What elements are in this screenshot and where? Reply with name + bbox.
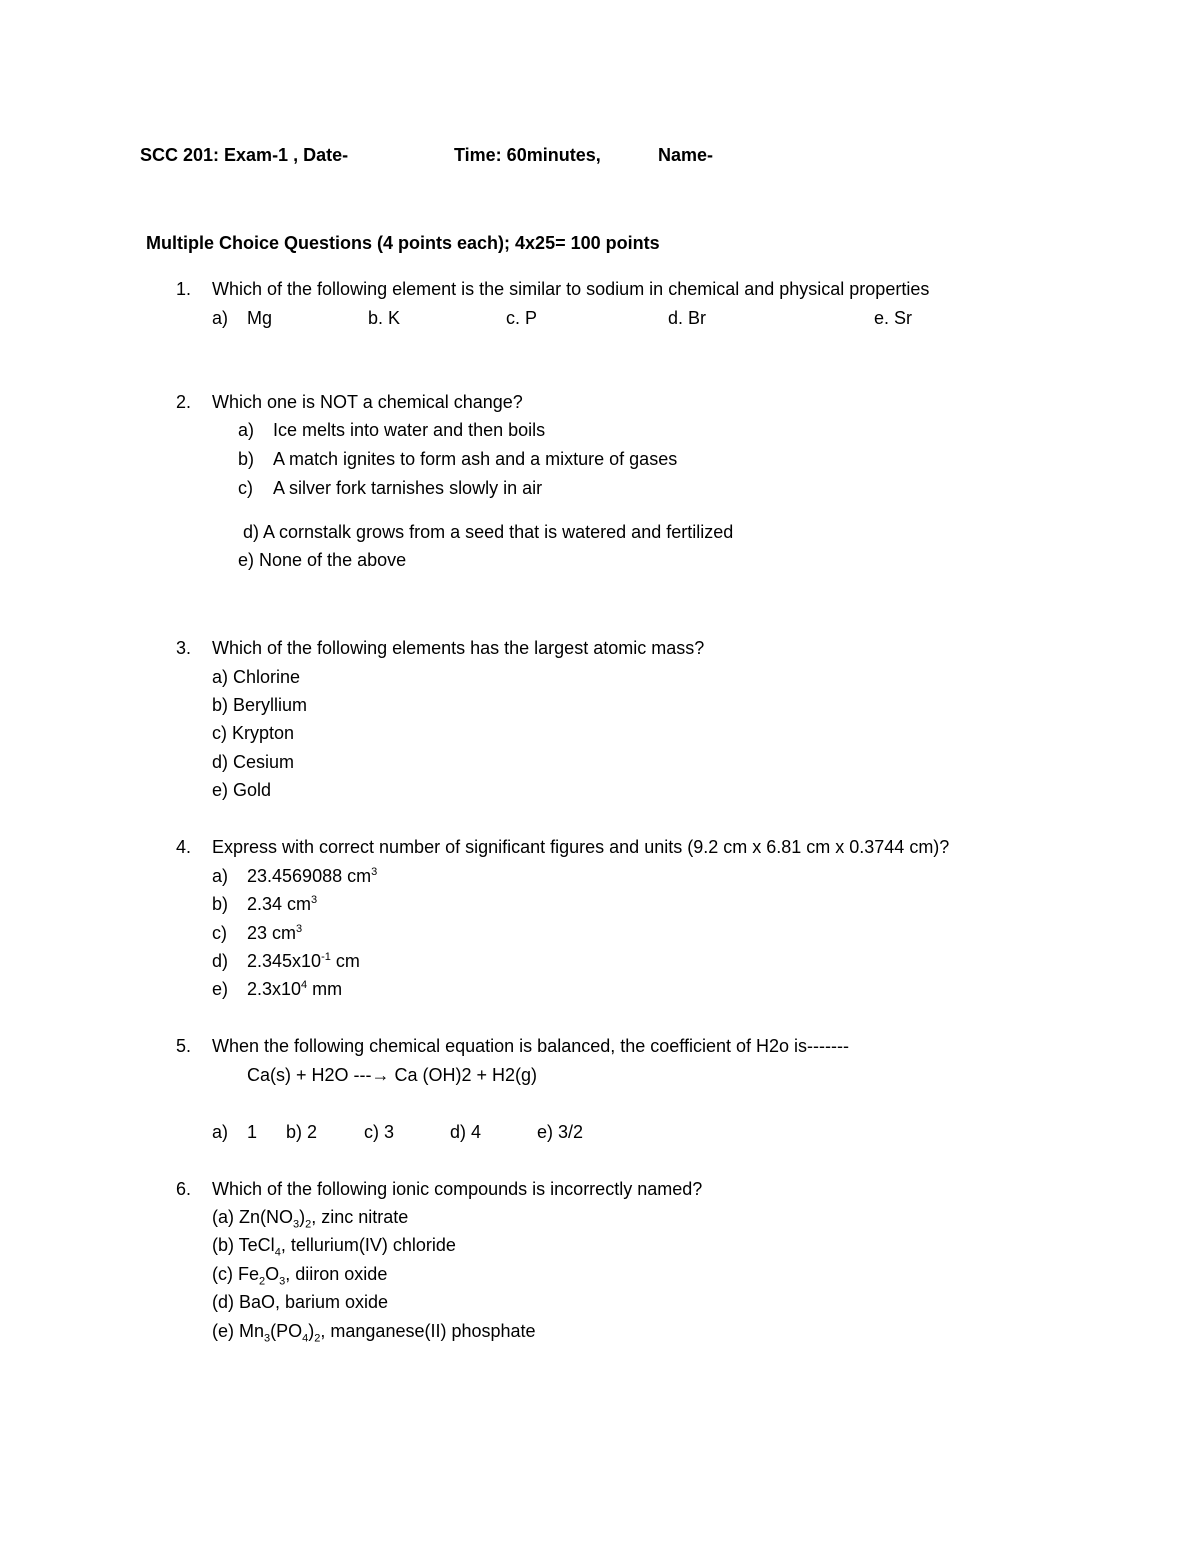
q4-option-b-marker: b)	[212, 894, 229, 914]
q5-option-c: c) 3	[364, 1122, 395, 1142]
q3-option-a: a) Chlorine	[212, 667, 301, 687]
q5-equation: Ca(s) + H2O ---→ Ca (OH)2 + H2(g)	[247, 1065, 538, 1085]
q6-text: Which of the following ionic compounds is incorrectly named?	[212, 1179, 703, 1199]
q6-number: 6.	[176, 1179, 192, 1199]
q4-number: 4.	[176, 837, 192, 857]
q1-option-d: d. Br	[668, 308, 707, 328]
q6-option-c: (c) $Fe_2O_3$, diiron oxide	[212, 1264, 388, 1288]
q5-option-b: b) 2	[286, 1122, 318, 1142]
q3-number: 3.	[176, 638, 192, 658]
q3-option-e: e) Gold	[212, 780, 272, 800]
q1-option-a-marker: a)	[212, 308, 229, 328]
q5-option-a: 1	[247, 1122, 258, 1142]
q4-option-c-marker: c)	[212, 923, 227, 943]
q1-option-e: e. Sr	[874, 308, 913, 328]
q6-option-a: (a) $Zn(NO_3)_2$, zinc nitrate	[212, 1207, 409, 1231]
q2-option-a: Ice melts into water and then boils	[273, 420, 546, 440]
q5-option-d: d) 4	[450, 1122, 482, 1142]
q1-option-b: b. K	[368, 308, 401, 328]
q2-option-a-marker: a)	[238, 420, 255, 440]
q4-option-a-marker: a)	[212, 866, 229, 886]
q1-number: 1.	[176, 279, 192, 299]
q2-option-c-marker: c)	[238, 478, 253, 498]
section-title: Multiple Choice Questions (4 points each); 4x25= 100 points	[146, 233, 660, 253]
q4-option-d: $2.345x10^{-1}$ cm	[247, 951, 360, 971]
q3-option-c: c) Krypton	[212, 723, 295, 743]
name-header: Name-	[658, 145, 714, 165]
course-header: SCC 201: Exam-1 , Date-	[140, 145, 349, 165]
q4-option-a: 23.4569088 $cm^3$	[247, 866, 378, 886]
q5-option-e: e) 3/2	[537, 1122, 584, 1142]
q1-option-c: c. P	[506, 308, 538, 328]
q6-option-b: (b) TeCl$_4$, tellurium(IV) chloride	[212, 1235, 456, 1259]
q4-option-e-marker: e)	[212, 979, 229, 999]
q3-option-b: b) Beryllium	[212, 695, 308, 715]
q2-text: Which one is NOT a chemical change?	[212, 392, 523, 412]
q3-text: Which of the following elements has the largest atomic mass?	[212, 638, 705, 658]
q2-option-c: A silver fork tarnishes slowly in air	[273, 478, 543, 498]
q5-option-a-marker: a)	[212, 1122, 229, 1142]
q2-option-b: A match ignites to form ash and a mixture of gases	[273, 449, 678, 469]
q5-text: When the following chemical equation is balanced, the coefficient of H2o is-------	[212, 1036, 849, 1056]
q4-option-e: $2.3x10^4$ mm	[247, 979, 343, 999]
q3-option-d: d) Cesium	[212, 752, 295, 772]
q2-option-d: d) A cornstalk grows from a seed that is watered and fertilized	[243, 522, 734, 542]
q2-option-e: e) None of the above	[238, 550, 407, 570]
q4-option-d-marker: d)	[212, 951, 229, 971]
q1-option-a: Mg	[247, 308, 273, 328]
q6-option-d: (d) BaO, barium oxide	[212, 1292, 389, 1312]
q4-option-c: 23 $cm^3$	[247, 923, 303, 943]
q5-number: 5.	[176, 1036, 192, 1056]
q4-text: Express with correct number of significant figures and units (9.2 cm x 6.81 cm x 0.3744 cm)?	[212, 837, 950, 857]
q4-option-b: 2.34 $cm^3$	[247, 894, 318, 914]
q6-option-e: (e) $Mn_3(PO_4)_2$, manganese(II) phosphate	[212, 1321, 536, 1345]
q1-text: Which of the following element is the similar to sodium in chemical and physical properties	[212, 279, 930, 299]
q2-number: 2.	[176, 392, 192, 412]
q2-option-b-marker: b)	[238, 449, 255, 469]
time-header: Time: 60minutes,	[454, 145, 601, 165]
